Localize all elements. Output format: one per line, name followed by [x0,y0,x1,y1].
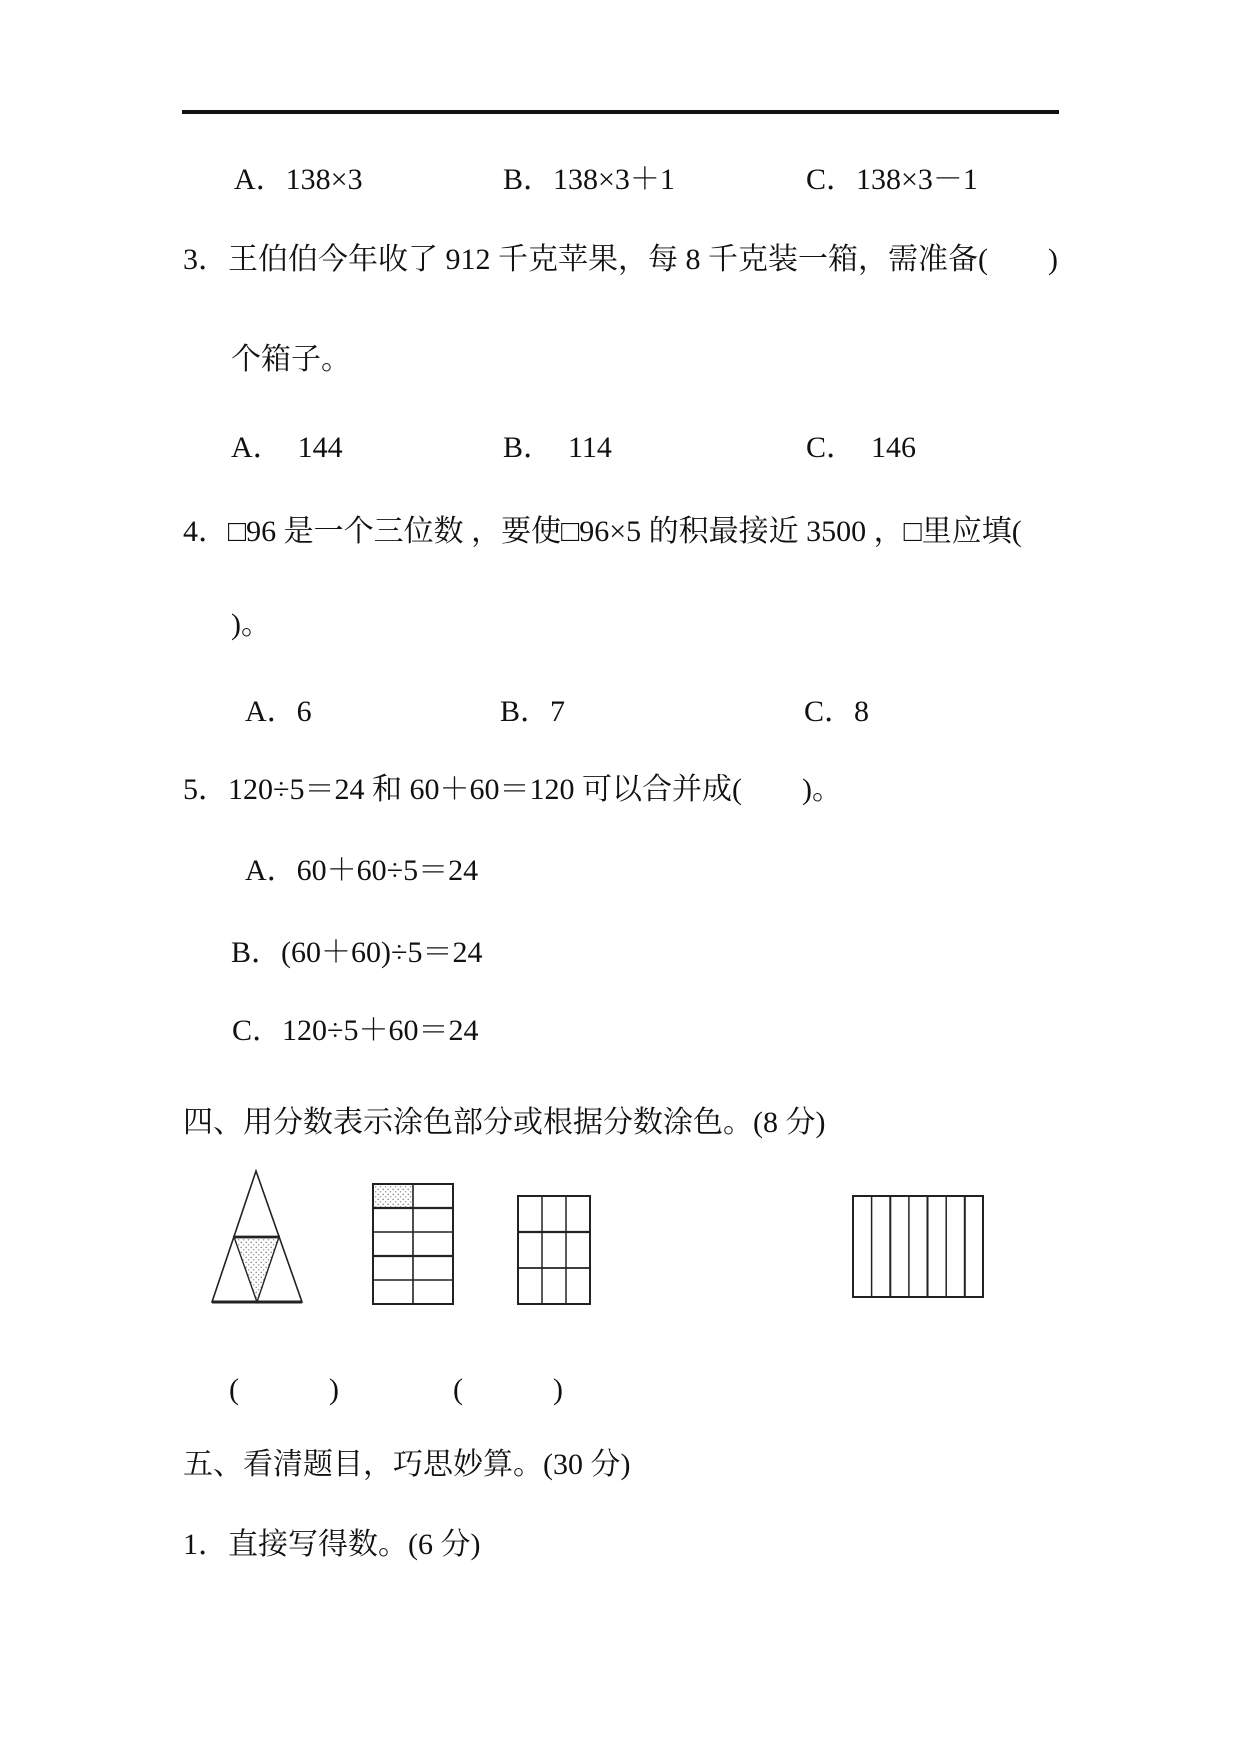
q3-text-continued: 个箱子。 [231,343,351,376]
q5-option-c-row [0,1010,1241,1052]
q5-option-b: B．(60＋60)÷5＝24 [231,936,483,969]
q4-option-a: A．6 [245,695,312,728]
q3-option-c: C． 146 [806,431,917,464]
shaded-inner-triangle [234,1237,279,1302]
header-rule [182,110,1059,114]
q3-option-a: A． 144 [231,431,343,464]
section5-item1: 1．直接写得数。(6 分) [183,1528,481,1561]
q4-text-line2 [0,604,1241,646]
q4-option-b: B．7 [500,695,566,728]
grid-3x3-fraction-figure [517,1195,591,1305]
grid-border [518,1196,590,1304]
q5-text: 5．120÷5＝24 和 60＋60＝120 可以合并成( )。 [183,773,842,806]
section4-heading-row [0,1102,1241,1144]
q5-option-a: A．60＋60÷5＝24 [245,854,479,887]
vertical-strips-fraction-figure [852,1195,984,1298]
section5-heading-row [0,1444,1241,1486]
q3-text-line1 [0,239,1241,281]
q2-option-b: B．138×3＋1 [503,163,675,196]
q5-option-a-row [0,850,1241,892]
q2-option-c: C．138×3－1 [806,163,978,196]
q2-options-row [0,159,1241,201]
q3-option-b: B． 114 [503,431,612,464]
q3-text-line2 [0,339,1241,381]
q4-option-c: C．8 [804,695,870,728]
q3-options-row [0,427,1241,469]
figure-answer-blank-2: ( ) [453,1373,563,1406]
q4-text-close: )。 [231,608,271,641]
q4-text: 4．□96 是一个三位数 ，要使□96×5 的积最接近 3500 ，□里应填( [183,515,1022,548]
section5-heading: 五、看清题目，巧思妙算。(30 分) [183,1448,631,1481]
grid-2x5-fraction-figure [372,1183,454,1305]
q5-text-line [0,769,1241,811]
figure-answer-blanks-row [0,1369,1241,1411]
q5-option-c: C．120÷5＋60＝24 [232,1014,479,1047]
triangle-fraction-figure [205,1166,310,1308]
figure-answer-blank-1: ( ) [229,1373,339,1406]
q5-option-b-row [0,932,1241,974]
q4-text-line1 [0,511,1241,553]
q2-option-a: A．138×3 [234,163,363,196]
strips-border [853,1196,983,1297]
q3-text: 3．王伯伯今年收了 912 千克苹果，每 8 千克装一箱，需准备( ) [183,243,1058,276]
shaded-top-left-cell [374,1185,412,1207]
q4-options-row [0,691,1241,733]
section4-heading: 四、用分数表示涂色部分或根据分数涂色。(8 分) [183,1106,826,1139]
section5-item1-row [0,1524,1241,1566]
